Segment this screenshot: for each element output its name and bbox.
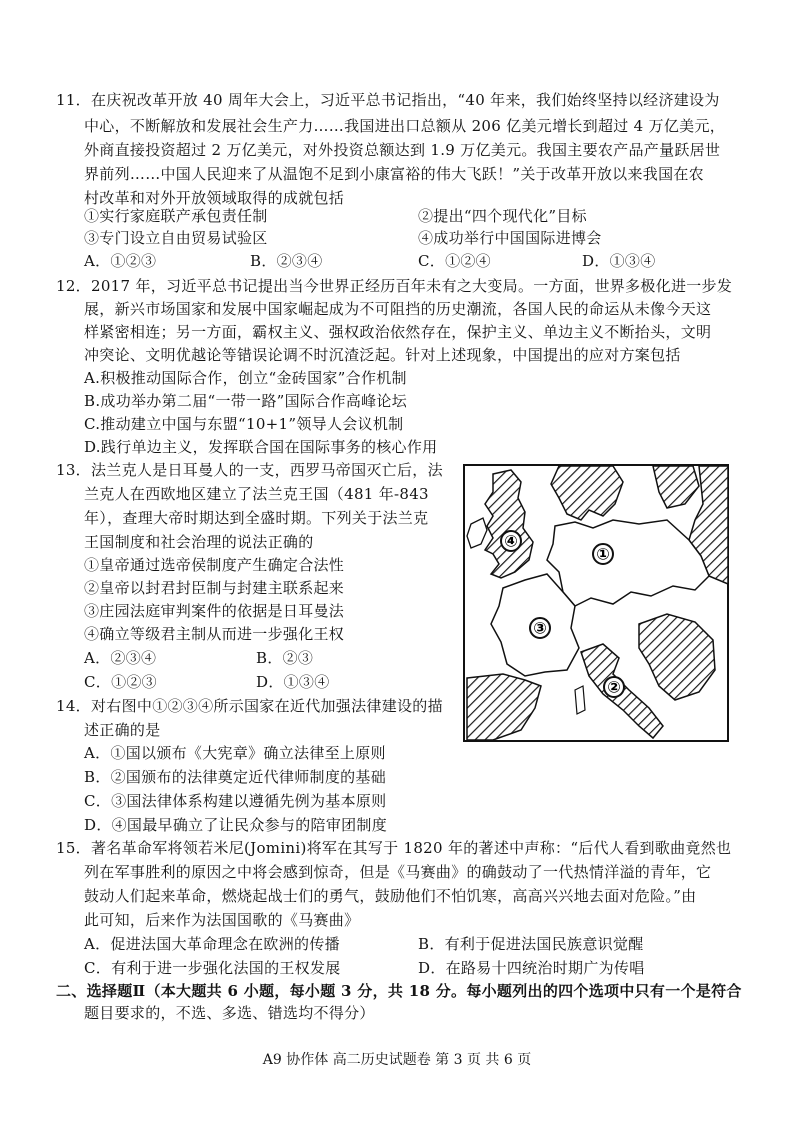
- question-text: 村改革和对外开放领域取得的成就包括: [84, 189, 345, 207]
- option-b: B．②国颁布的法律奠定近代律师制度的基础: [84, 768, 387, 786]
- section-title: 二、选择题Ⅱ（本大题共 6 小题，每小题 3 分，共 18 分。每小题列出的四个选项中只有一个是符合: [56, 982, 742, 1000]
- question-text: 样紧密相连；另一方面，霸权主义、强权政治依然存在，保护主义、单边主义不断抬头，文明: [84, 323, 712, 341]
- option-d: D．④国最早确立了让民众参与的陪审团制度: [84, 816, 388, 834]
- question-number: 15．: [56, 839, 91, 857]
- option-c: C．①②④: [418, 252, 491, 270]
- question-text: 列在军事胜利的原因之中将会感到惊奇，但是《马赛曲》的确鼓动了一代热情洋溢的青年，它: [84, 863, 712, 881]
- option-d: D．①③④: [256, 673, 330, 691]
- question-text: 此可知，后来作为法国国歌的《马赛曲》: [84, 911, 360, 929]
- option-a: A．促进法国大革命理念在欧洲的传播: [84, 935, 340, 953]
- question-text: 王国制度和社会治理的说法正确的: [84, 533, 314, 551]
- statement-item: ②提出“四个现代化”目标: [418, 207, 587, 225]
- question-text: 在庆祝改革开放 40 周年大会上，习近平总书记指出，“40 年来，我们始终坚持以经济建设为: [91, 91, 720, 109]
- option-d: D.践行单边主义，发挥联合国在国际事务的核心作用: [84, 438, 438, 456]
- question-text: 著名革命军将领若米尼(Jomini)将军在其写于 1820 年的著述中声称：“后代人看到歌曲竟然也: [91, 839, 732, 857]
- statement-item: ①皇帝通过选帝侯制度产生确定合法性: [84, 556, 345, 574]
- question-text: 年），查理大帝时期达到全盛时期。下列关于法兰克: [84, 509, 429, 527]
- statement-item: ③庄园法庭审判案件的依据是日耳曼法: [84, 602, 345, 620]
- question-number: 14．: [56, 697, 91, 715]
- option-c: C.推动建立中国与东盟“10+1”领导人会议机制: [84, 415, 404, 433]
- question-text: 外商直接投资超过 2 万亿美元，对外投资总额达到 1.9 万亿美元。我国主要农产品产量跃居世: [84, 141, 721, 159]
- statement-item: ③专门设立自由贸易试验区: [84, 229, 268, 247]
- question-text: 述正确的是: [84, 721, 161, 739]
- option-a: A.积极推动国际合作，创立“金砖国家”合作机制: [84, 369, 407, 387]
- statement-item: ④成功举行中国国际进博会: [418, 229, 602, 247]
- option-b: B．②③: [256, 649, 314, 667]
- question-number: 11．: [56, 91, 91, 109]
- option-c: C．①②③: [84, 673, 157, 691]
- question-text: 中心，不断解放和发展社会生产力……我国进出口总额从 206 亿美元增长到超过 4 万亿美元，: [84, 117, 726, 135]
- option-b: B.成功举办第二届“一带一路”国际合作高峰论坛: [84, 392, 408, 410]
- island-shape: [575, 686, 585, 714]
- map-label-4: ④: [504, 531, 518, 551]
- question-text: 展，新兴市场国家和发展中国家崛起成为不可阻挡的历史潮流，各国人民的命运从未像今天这: [84, 300, 712, 318]
- section-subtitle: 题目要求的，不选、多选、错选均不得分）: [84, 1004, 375, 1022]
- question-text: 界前列……中国人民迎来了从温饱不足到小康富裕的伟大飞跃！”关于改革开放以来我国在农: [84, 165, 704, 183]
- option-a: A．②③④: [84, 649, 157, 667]
- option-a: A．①国以颁布《大宪章》确立法律至上原则: [84, 744, 386, 762]
- option-d: D．在路易十四统治时期广为传唱: [418, 959, 645, 977]
- option-c: C．有利于进一步强化法国的王权发展: [84, 959, 341, 977]
- question-text: 法兰克人是日耳曼人的一支，西罗马帝国灭亡后，法: [91, 461, 443, 479]
- map-label-2: ②: [607, 677, 621, 697]
- option-b: B．有利于促进法国民族意识觉醒: [418, 935, 644, 953]
- question-text: 2017 年，习近平总书记提出当今世界正经历百年未有之大变局。一方面，世界多极化进一步发: [91, 277, 733, 295]
- question-number: 12．: [56, 277, 91, 295]
- statement-item: ④确立等级君主制从而进一步强化王权: [84, 625, 345, 643]
- question-text: 鼓动人们起来革命，燃烧起战士们的勇气，鼓励他们不怕饥寒，高高兴兴地去面对危险。”由: [84, 887, 697, 905]
- question-text: 冲突论、文明优越论等错误论调不时沉渣泛起。针对上述现象，中国提出的应对方案包括: [84, 346, 681, 364]
- map-label-1: ①: [596, 544, 610, 564]
- map-label-3: ③: [533, 618, 547, 638]
- question-text: 兰克人在西欧地区建立了法兰克王国（481 年-843: [84, 485, 429, 503]
- option-a: A．①②③: [84, 252, 157, 270]
- option-d: D．①③④: [582, 252, 656, 270]
- page-footer: A9 协作体 高二历史试题卷 第 3 页 共 6 页: [262, 1052, 532, 1068]
- statement-item: ②皇帝以封君封臣制与封建主联系起来: [84, 579, 345, 597]
- option-c: C．③国法律体系构建以遵循先例为基本原则: [84, 792, 387, 810]
- question-text: 对右图中①②③④所示国家在近代加强法律建设的描: [91, 697, 443, 715]
- statement-item: ①实行家庭联产承包责任制: [84, 207, 268, 225]
- europe-map: [463, 464, 729, 742]
- option-b: B．②③④: [250, 252, 323, 270]
- question-number: 13．: [56, 461, 91, 479]
